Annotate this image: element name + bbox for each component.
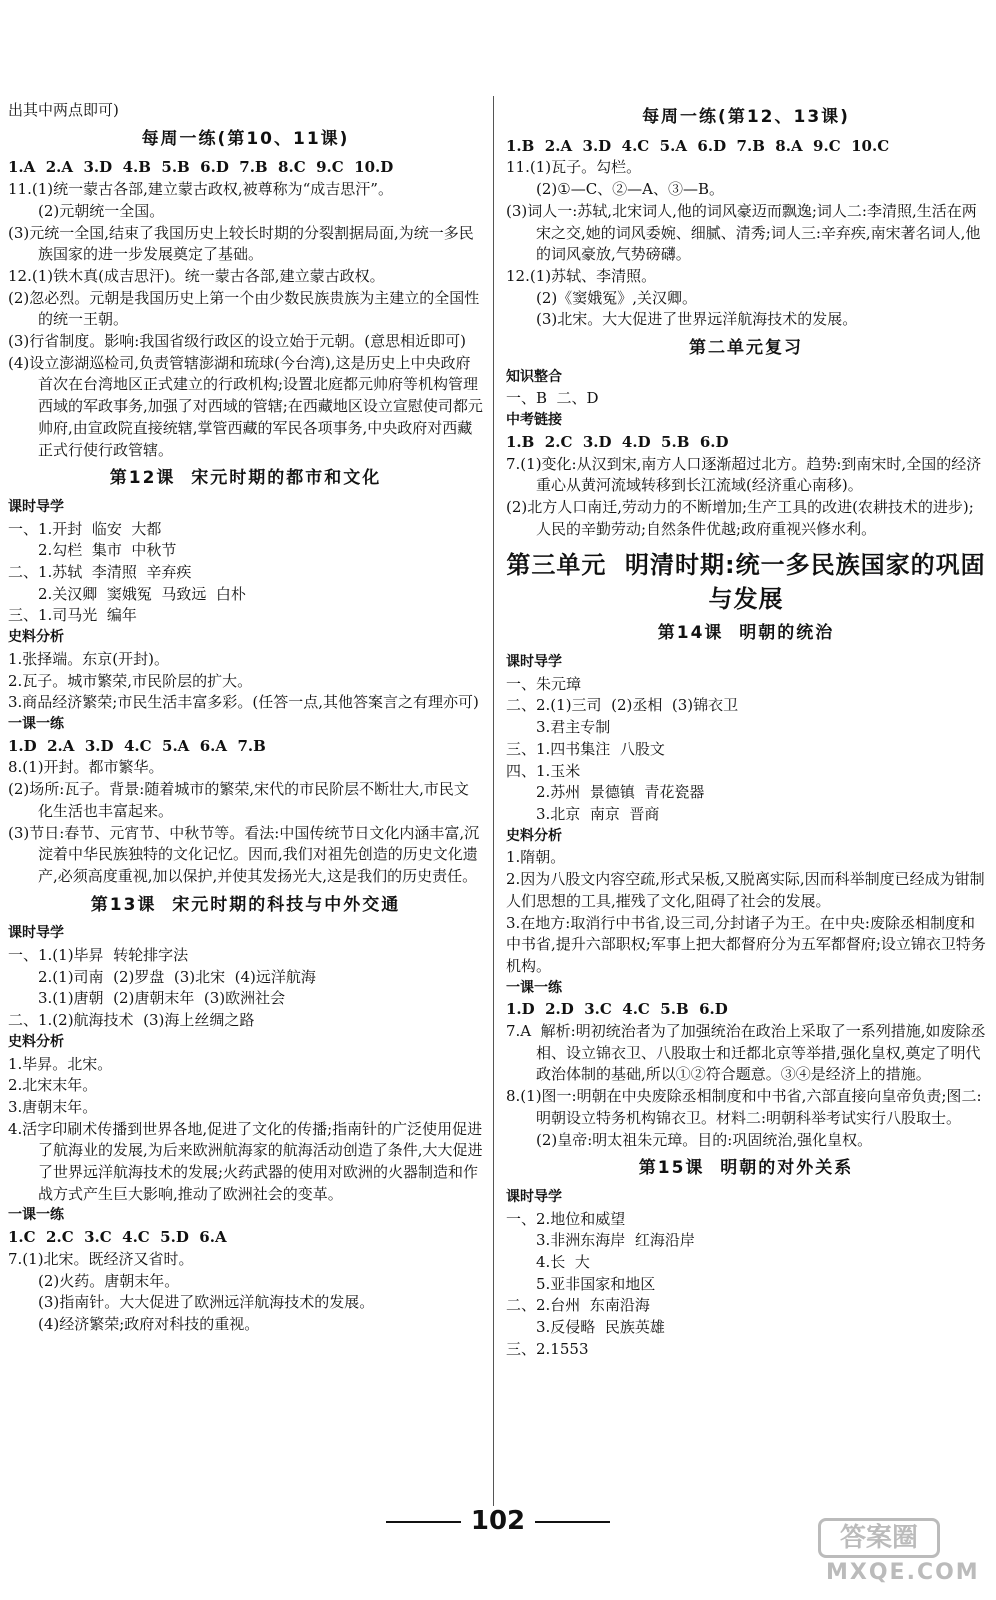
- right-plain-line: 四、1.玉米: [506, 761, 581, 780]
- right-plain-line: 11.(1)瓦子。勾栏。: [506, 158, 642, 177]
- left-ind-line: 3.(1)唐朝 (2)唐朝末年 (3)欧洲社会: [38, 989, 286, 1008]
- left-plain-line: 7.(1)北宋。既经济又省时。: [8, 1249, 194, 1268]
- right-ans-line: 1.D 2.D 3.C 4.C 5.B 6.D: [506, 1000, 728, 1019]
- left-ans-line: 1.D 2.A 3.D 4.C 5.A 6.A 7.B: [8, 736, 266, 755]
- right-ind-line: (2)①—C、②—A、③—B。: [536, 180, 725, 199]
- right-ind-line: (2)《窦娥冤》,关汉卿。: [536, 288, 698, 307]
- left-ans-line: 1.A 2.A 3.D 4.B 5.B 6.D 7.B 8.C 9.C 10.D: [8, 158, 394, 177]
- left-plain-line: 1.毕昇。北宋。: [8, 1054, 113, 1073]
- left-ind-line: (2)火药。唐朝末年。: [38, 1271, 180, 1290]
- left-plain-line: 3.唐朝末年。: [8, 1097, 98, 1116]
- left-hang-line: (3)元统一全国,结束了我国历史上较长时期的分裂割据局面,为统一多民族国家的进一步发展奠定了基础。: [8, 223, 474, 264]
- left-plain-line: 2.北宋末年。: [8, 1076, 98, 1095]
- right-plain-line: 3.在地方:取消行中书省,设三司,分封诸子为王。在中央:废除丞相制度和中书省,提升六部职权;军事上把大都督府分为五军都督府;设立锦衣卫特务机构。: [506, 913, 986, 975]
- right-plain-line: 2.因为八股文内容空疏,形式呆板,又脱离实际,因而科举制度已经成为钳制人们思想的工具,摧残了文化,阻碍了社会的发展。: [506, 870, 985, 910]
- right-ind-line: (3)北宋。大大促进了世界远洋航海技术的发展。: [536, 310, 858, 329]
- left-hang-line: (2)场所:瓦子。背景:随着城市的繁荣,宋代的市民阶层不断壮大,市民文化生活也丰富起来。: [8, 780, 469, 820]
- right-plain-line: 一、朱元璋: [506, 674, 582, 693]
- left-title-line: 第12课 宋元时期的都市和文化: [109, 468, 382, 489]
- left-hang-line: (3)节日:春节、元宵节、中秋节等。看法:中国传统节日文化内涵丰富,沉淀着中华民族独特的文化记忆。因而,我们对祖先创造的历史文化遗产,必须高度重视,加以保护,并使其发扬光大,这是我们的历史责任。: [8, 823, 480, 885]
- right-ind-line: 3.非洲东海岸 红海沿岸: [536, 1231, 695, 1250]
- right-sec-line: 中考链接: [506, 412, 562, 429]
- left-ind-line: 2.(1)司南 (2)罗盘 (3)北宋 (4)远洋航海: [38, 967, 316, 986]
- left-plain-line: 出其中两点即可): [8, 101, 119, 119]
- left-hang-line: (3)行省制度。影响:我国省级行政区的设立始于元朝。(意思相近即可): [8, 332, 467, 351]
- right-sec-line: 课时导学: [506, 1188, 562, 1205]
- right-ind-line: 2.苏州 景德镇 青花瓷器: [536, 783, 705, 802]
- right-unit-line: 第三单元 明清时期:统一多民族国家的巩固与发展: [506, 551, 986, 614]
- left-ind-line: 2.勾栏 集市 中秋节: [38, 541, 177, 560]
- page-number: 102: [470, 1506, 526, 1536]
- right-title-line: 每周一练(第12、13课): [642, 107, 850, 127]
- right-ind-line: 3.君主专制: [536, 718, 611, 737]
- right-ans-line: 1.B 2.A 3.D 4.C 5.A 6.D 7.B 8.A 9.C 10.C: [506, 136, 890, 155]
- right-column: [506, 100, 986, 1361]
- right-plain-line: 三、1.四书集注 八股文: [506, 739, 665, 758]
- left-hang-line: (4)设立澎湖巡检司,负责管辖澎湖和琉球(今台湾),这是历史上中央政府首次在台湾地区正式建立的行政机构;设置北庭都元帅府等机构管理西域的军政事务,加强了对西域的管辖;在西藏地区设立宣慰使司都元帅府,由宣政院直接统辖,掌管西藏的军民各项事务,中央政府对西藏正式行使行政管辖。: [8, 353, 483, 459]
- right-hang-line: (3)词人一:苏轼,北宋词人,他的词风豪迈而飘逸;词人二:李清照,生活在两宋之交,她的词风委婉、细腻、清秀;词人三:辛弃疾,南宋著名词人,他的词风豪放,气势磅礴。: [506, 201, 981, 264]
- left-ind-line: (2)元朝统一全国。: [38, 201, 165, 220]
- left-hang-line: 4.活字印刷术传播到世界各地,促进了文化的传播;指南针的广泛使用促进了航海业的发展,为后来欧洲航海家的航海活动创造了条件,大大促进了世界远洋航海技术的发展;火药武器的使用对欧洲的火器制造和作战方式产生巨大影响,推动了欧洲社会的变革。: [8, 1119, 483, 1203]
- watermark-url: MXQE.COM: [826, 1560, 980, 1585]
- left-title-line: 第13课 宋元时期的科技与中外交通: [90, 894, 401, 915]
- left-plain-line: 12.(1)铁木真(成吉思汗)。统一蒙古各部,建立蒙古政权。: [8, 266, 385, 285]
- left-plain-line: 11.(1)统一蒙古各部,建立蒙古政权,被尊称为“成吉思汗”。: [8, 180, 393, 199]
- left-plain-line: 3.商品经济繁荣;市民生活丰富多彩。(任答一点,其他答案言之有理亦可): [8, 693, 479, 712]
- left-sec-line: 史料分析: [8, 629, 64, 646]
- right-sec-line: 一课一练: [506, 979, 562, 996]
- right-ind-line: (2)皇帝:明太祖朱元璋。目的:巩固统治,强化皇权。: [536, 1130, 873, 1149]
- left-ind-line: (4)经济繁荣;政府对科技的重视。: [38, 1314, 260, 1333]
- left-title-line: 每周一练(第10、11课): [141, 128, 350, 149]
- left-column: [8, 100, 483, 1336]
- right-plain-line: 12.(1)苏轼、李清照。: [506, 266, 657, 285]
- right-plain-line: 二、2.(1)三司 (2)丞相 (3)锦衣卫: [506, 696, 739, 715]
- left-hang-line: (2)忽必烈。元朝是我国历史上第一个由少数民族贵族为主建立的全国性的统一王朝。: [8, 288, 480, 329]
- right-hang-line: 7.A 解析:明初统治者为了加强统治在政治上采取了一系列措施,如废除丞相、设立锦衣卫、八股取士和迁都北京等举措,强化皇权,奠定了明代政治体制的基础,所以①②符合题意。③④是经济上的措施。: [506, 1022, 986, 1084]
- right-sec-line: 知识整合: [506, 368, 562, 385]
- watermark-badge: 答案圈: [818, 1518, 940, 1558]
- right-ind-line: 5.亚非国家和地区: [536, 1274, 656, 1293]
- left-ans-line: 1.C 2.C 3.C 4.C 5.D 6.A: [8, 1228, 227, 1247]
- left-plain-line: 一、1.开封 临安 大都: [8, 519, 162, 538]
- left-sec-line: 课时导学: [8, 498, 64, 515]
- right-ind-line: 3.北京 南京 晋商: [536, 804, 660, 823]
- right-plain-line: 一、2.地位和威望: [506, 1209, 626, 1228]
- left-plain-line: 8.(1)开封。都市繁华。: [8, 758, 164, 777]
- right-hang-line: (2)北方人口南迁,劳动力的不断增加;生产工具的改进(农耕技术的进步);人民的辛勤劳动;自然条件优越;政府重视兴修水利。: [506, 497, 974, 538]
- left-plain-line: 2.瓦子。城市繁荣,市民阶层的扩大。: [8, 671, 253, 690]
- right-sec-line: 史料分析: [506, 827, 562, 844]
- left-sec-line: 一课一练: [8, 715, 64, 732]
- right-ind-line: 3.反侵略 民族英雄: [536, 1318, 665, 1337]
- left-sec-line: 史料分析: [8, 1033, 64, 1050]
- left-plain-line: 二、1.苏轼 李清照 辛弃疾: [8, 563, 192, 582]
- right-plain-line: 1.隋朝。: [506, 848, 566, 867]
- left-plain-line: 二、1.(2)航海技术 (3)海上丝绸之路: [8, 1011, 255, 1030]
- left-plain-line: 1.张择端。东京(开封)。: [8, 649, 170, 668]
- left-sec-line: 一课一练: [8, 1207, 64, 1224]
- left-plain-line: 三、1.司马光 编年: [8, 606, 137, 625]
- right-title-line: 第二单元复习: [689, 338, 803, 359]
- right-plain-line: 二、2.台州 东南沿海: [506, 1296, 650, 1315]
- right-sec-line: 课时导学: [506, 654, 562, 671]
- right-hang-line: 7.(1)变化:从汉到宋,南方人口逐渐超过北方。趋势:到南宋时,全国的经济重心从黄河流域转移到长江流域(经济重心南移)。: [506, 454, 982, 495]
- right-ans-line: 1.B 2.C 3.D 4.D 5.B 6.D: [506, 432, 729, 451]
- right-title-line: 第14课 明朝的统治: [657, 623, 835, 644]
- left-plain-line: 一、1.(1)毕昇 转轮排字法: [8, 946, 189, 965]
- column-divider: [493, 96, 494, 1506]
- right-hang-line: 8.(1)图一:明朝在中央废除丞相制度和中书省,六部直接向皇帝负责;图二:明朝设立特务机构锦衣卫。材料二:明朝科举考试实行八股取士。: [506, 1087, 982, 1127]
- left-ind-line: 2.关汉卿 窦娥冤 马致远 白朴: [38, 584, 246, 603]
- right-ind-line: 4.长 大: [536, 1253, 590, 1272]
- left-sec-line: 课时导学: [8, 925, 64, 942]
- right-plain-line: 一、B 二、D: [506, 389, 599, 408]
- right-title-line: 第15课 明朝的对外关系: [638, 1158, 854, 1179]
- watermark-logo: [818, 1518, 980, 1590]
- left-ind-line: (3)指南针。大大促进了欧洲远洋航海技术的发展。: [38, 1293, 375, 1312]
- right-plain-line: 三、2.1553: [506, 1339, 589, 1358]
